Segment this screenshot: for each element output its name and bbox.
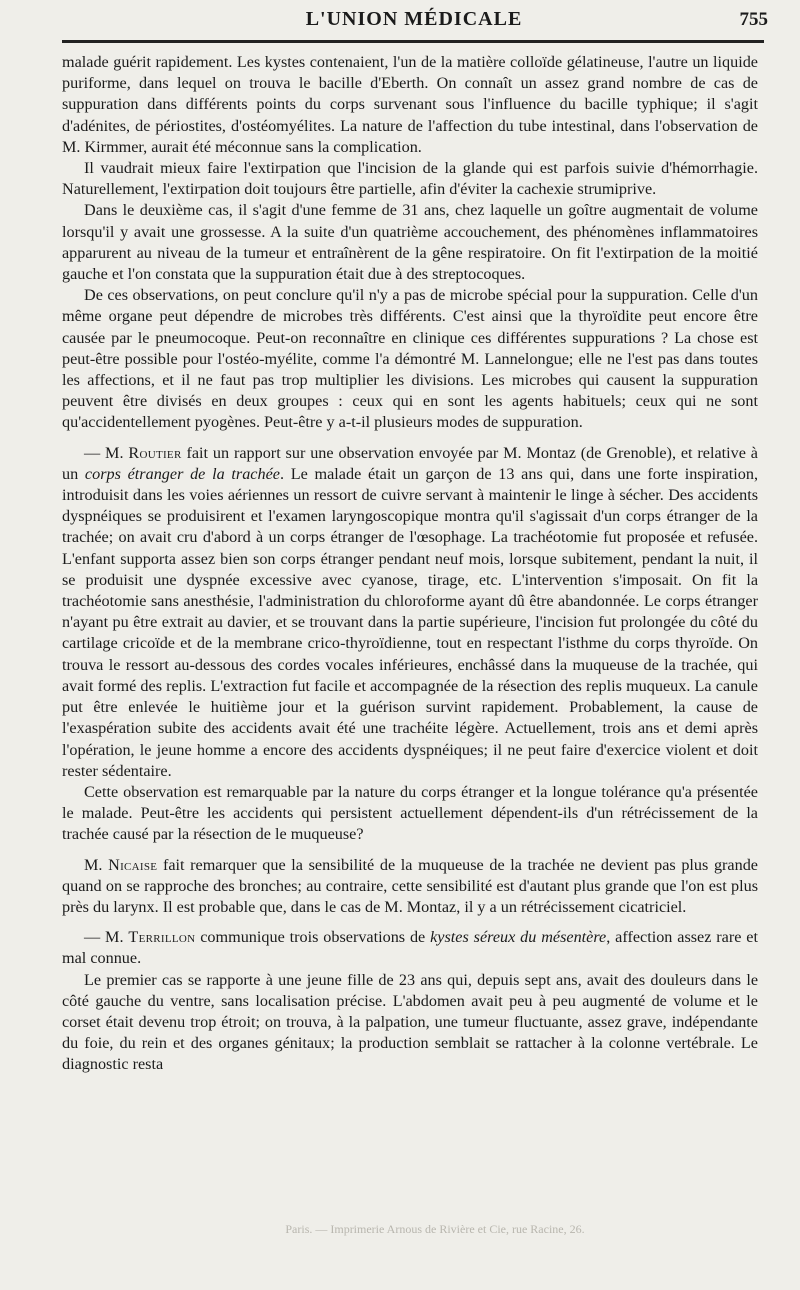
paragraph-3	[62, 200, 758, 285]
paragraph-lead: — M.	[84, 928, 129, 947]
paragraph-5-text: . Le malade était un garçon de 13 ans qui, dans une forte inspiration, introduisit dans les voies aériennes un ressort de cuivre servant à maintenir le linge à sécher. Des accidents dyspnéiques se produisirent et l'examen laryngoscopique montra qu'il s'agissait d'un corps étranger de la trachée; on avait cru d'abord à un corps étranger de l'œsophage. La trachéotomie fut proposée et refusée. L'enfant supporta assez bien son corps étranger pendant neuf mois, lorsque subitement, pendant la nuit, il se produisit une dyspnée excessive avec cyanose, tirage, etc. L'intervention s'imposait. On fit la trachéotomie sans anesthésie, l'administration du chloroforme ayant dû être abandonnée. Le corps étranger n'ayant pu être extrait au davier, et se trouvant dans la partie supérieure, l'incision fut prolongée du côté du cartilage cricoïde et de la membrane crico-thyroïdienne, tout en respectant l'isthme du corps thyroïde. On trouva le ressort au-dessous des cordes vocales inférieures, enchâssé dans la muqueuse de la trachée, qui avait formé des replis. L'extraction fut facile et accompagnée de la résection des replis muqueux. La canule put être enlevée le huitième jour et la guérison survint rapidement. Probablement, la cause de l'exaspération subite des accidents avait été une trachéite légère. Actuellement, trois ans et demi après l'opération, le jeune homme a encore des accidents dyspnéiques; il ne peut faire d'exercice violent et doit rester sédentaire.	[62, 464, 758, 780]
paragraph-9-text: Le premier cas se rapporte à une jeune fille de 23 ans qui, depuis sept ans, avait des douleurs dans le côté gauche du ventre, sans localisation précise. L'abdomen avait peu à peu augmenté de volume et le corset était devenu trop étroit; on trouva, à la palpation, une tumeur fluctuante, assez grave, indépendante du foie, du rein et des organes génitaux; la production semblait se rattacher à la colonne vertébrale. Le diagnostic resta	[62, 970, 758, 1074]
paragraph-6	[62, 782, 758, 846]
paragraph-lead: — M.	[84, 443, 129, 462]
speaker-name: Routier	[128, 443, 182, 462]
paragraph-pre: fait un rapport sur une observation envoyée par M. Montaz (de Grenoble), et relative à un	[62, 443, 758, 483]
page-header	[60, 4, 768, 34]
paragraph-6-text: Cette observation est remarquable par la nature du corps étranger et la longue tolérance qu'a présentée le malade. Peut-être les accidents qui persistent actuellement dépendent-ils d'un rétrécissement de la trachée causé par la résection de le muqueuse?	[62, 782, 758, 844]
italic-subject: corps étranger de la trachée	[84, 464, 280, 483]
paragraph-8-text: , affection assez rare et mal connue.	[62, 928, 758, 968]
body-text	[62, 52, 758, 1076]
paragraph-pre: communique trois observations de	[195, 928, 431, 947]
speaker-name: Terrillon	[128, 928, 196, 947]
paragraph-4-text: De ces observations, on peut conclure qu'il n'y a pas de microbe spécial pour la suppuration. Celle d'un même organe peut dépendre de microbes très différents. C'est ainsi que la thyroïdite peut encore être causée par le pneumocoque. Peut-on reconnaître en clinique ces différentes suppurations ? La chose est peut-être possible pour l'ostéo-myélite, comme l'a démontré M. Lannelongue; elle ne l'est pas dans toutes les affections, et il ne faut pas trop multiplier les divisions. Les microbes qui causent la suppuration peuvent être divisés en deux groupes : ceux qui en sont les agents habituels; ceux qui ne sont qu'accidentellement pyogènes. Peut-être y a-t-il plusieurs modes de suppuration.	[62, 286, 758, 432]
paragraph-3-text: Dans le deuxième cas, il s'agit d'une femme de 31 ans, chez laquelle un goître augmentait de volume lorsqu'il y avait une grossesse. A la suite d'un quatrième accouchement, des phénomènes inflammatoires apparurent au niveau de la tumeur et entraînèrent de la gêne respiratoire. On fit l'extirpation de la moitié gauche et l'on constata que la suppuration était due à des streptocoques.	[62, 201, 758, 284]
paragraph-lead: M.	[84, 855, 109, 874]
paragraph-9	[62, 970, 758, 1076]
speaker-name: Nicaise	[108, 855, 158, 874]
paragraph-1-text: malade guérit rapidement. Les kystes contenaient, l'un de la matière colloïde gélatineuse, l'autre un liquide puriforme, dans lequel on trouva le bacille d'Eberth. On connaît un assez grand nombre de cas de suppuration dans différents points du corps survenant sous l'influence du bacille typhique; il s'agit d'adénites, de périostites, d'ostéomyélites. La nature de l'affection du tube intestinal, dans l'observation de M. Kirmmer, aurait été méconnue sans la complication.	[62, 53, 758, 156]
page-number: 755	[739, 9, 768, 30]
paragraph-2-text: Il vaudrait mieux faire l'extirpation que l'incision de la glande qui est parfois suivie d'hémorrhagie. Naturellement, l'extirpation doit toujours être partielle, afin d'éviter la cachexie strumiprive.	[62, 159, 758, 199]
paragraph-nicaise	[62, 855, 758, 919]
paragraph-7-text: fait remarquer que la sensibilité de la muqueuse de la trachée ne devient pas plus grande quand on se rapproche des bronches; au contraire, cette sensibilité est d'autant plus grande que l'on est plus près du larynx. Il est probable que, dans le cas de M. Montaz, il y a un rétrécissement cicatriciel.	[62, 855, 758, 916]
running-title: L'UNION MÉDICALE	[305, 8, 523, 30]
paragraph-routier	[62, 443, 758, 782]
paragraph-terrillon	[62, 927, 758, 969]
italic-subject: kystes séreux du mésentère	[430, 928, 607, 947]
paragraph-2	[62, 158, 758, 200]
paragraph-4	[62, 285, 758, 433]
paragraph-1	[62, 52, 758, 158]
bleed-through-imprint: Paris. — Imprimerie Arnous de Rivière et Cie, rue Racine, 26.	[285, 1222, 585, 1236]
header-rule	[62, 40, 764, 43]
